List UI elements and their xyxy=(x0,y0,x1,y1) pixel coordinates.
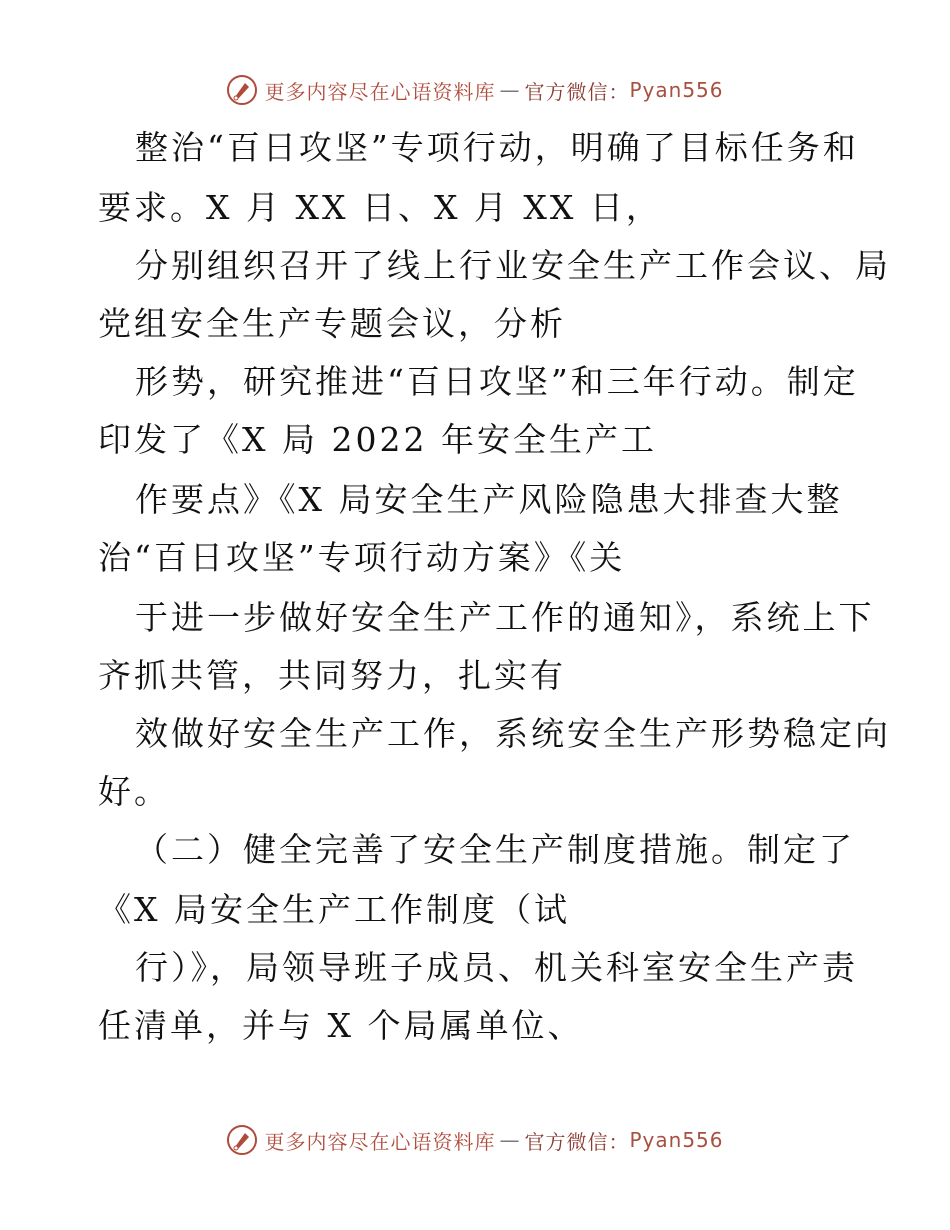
watermark-site-text: 更多内容尽在心语资料库 xyxy=(264,1129,496,1154)
body-line: 整治“百日攻坚”专项行动，明确了目标任务和 xyxy=(135,128,859,167)
body-line: 《X 局安全生产工作制度（试 xyxy=(98,890,570,929)
body-line: （二）健全完善了安全生产制度措施。制定了 xyxy=(135,830,855,869)
body-line: 任清单，并与 X 个局属单位、 xyxy=(98,1006,584,1045)
body-line: 齐抓共管，共同努力，扎实有 xyxy=(98,656,566,695)
pen-nib-logo-icon xyxy=(226,1124,258,1156)
watermark-contact-id: Pyan556 xyxy=(629,1128,724,1152)
body-line: 分别组织召开了线上行业安全生产工作会议、局 xyxy=(135,246,891,285)
body-line: 于进一步做好安全生产工作的通知》，系统上下 xyxy=(135,598,875,637)
body-line: 作要点》《X 局安全生产风险隐患大排查大整 xyxy=(135,480,843,519)
watermark-site-text: 更多内容尽在心语资料库 xyxy=(264,79,496,104)
body-line: 形势，研究推进“百日攻坚”和三年行动。制定 xyxy=(135,362,859,401)
watermark-dash: — xyxy=(499,1128,521,1152)
body-line: 治“百日攻坚”专项行动方案》《关 xyxy=(98,538,626,577)
body-line: 党组安全生产专题会议，分析 xyxy=(98,304,566,343)
body-line: 要求。X 月 XX 日、X 月 XX 日， xyxy=(98,188,662,227)
header-watermark xyxy=(0,70,950,110)
body-line: 效做好安全生产工作，系统安全生产形势稳定向 xyxy=(135,714,891,753)
body-line: 好。 xyxy=(98,772,170,811)
body-line: 印发了《X 局 2022 年安全生产工 xyxy=(98,420,657,459)
footer-watermark xyxy=(0,1120,950,1160)
watermark-contact-id: Pyan556 xyxy=(629,78,724,102)
watermark-contact-label: 官方微信： xyxy=(524,79,630,104)
pen-nib-logo-icon xyxy=(226,74,258,106)
watermark-dash: — xyxy=(499,78,521,102)
watermark-contact-label: 官方微信： xyxy=(524,1129,630,1154)
body-line: 行）》，局领导班子成员、机关科室安全生产责 xyxy=(135,948,858,987)
